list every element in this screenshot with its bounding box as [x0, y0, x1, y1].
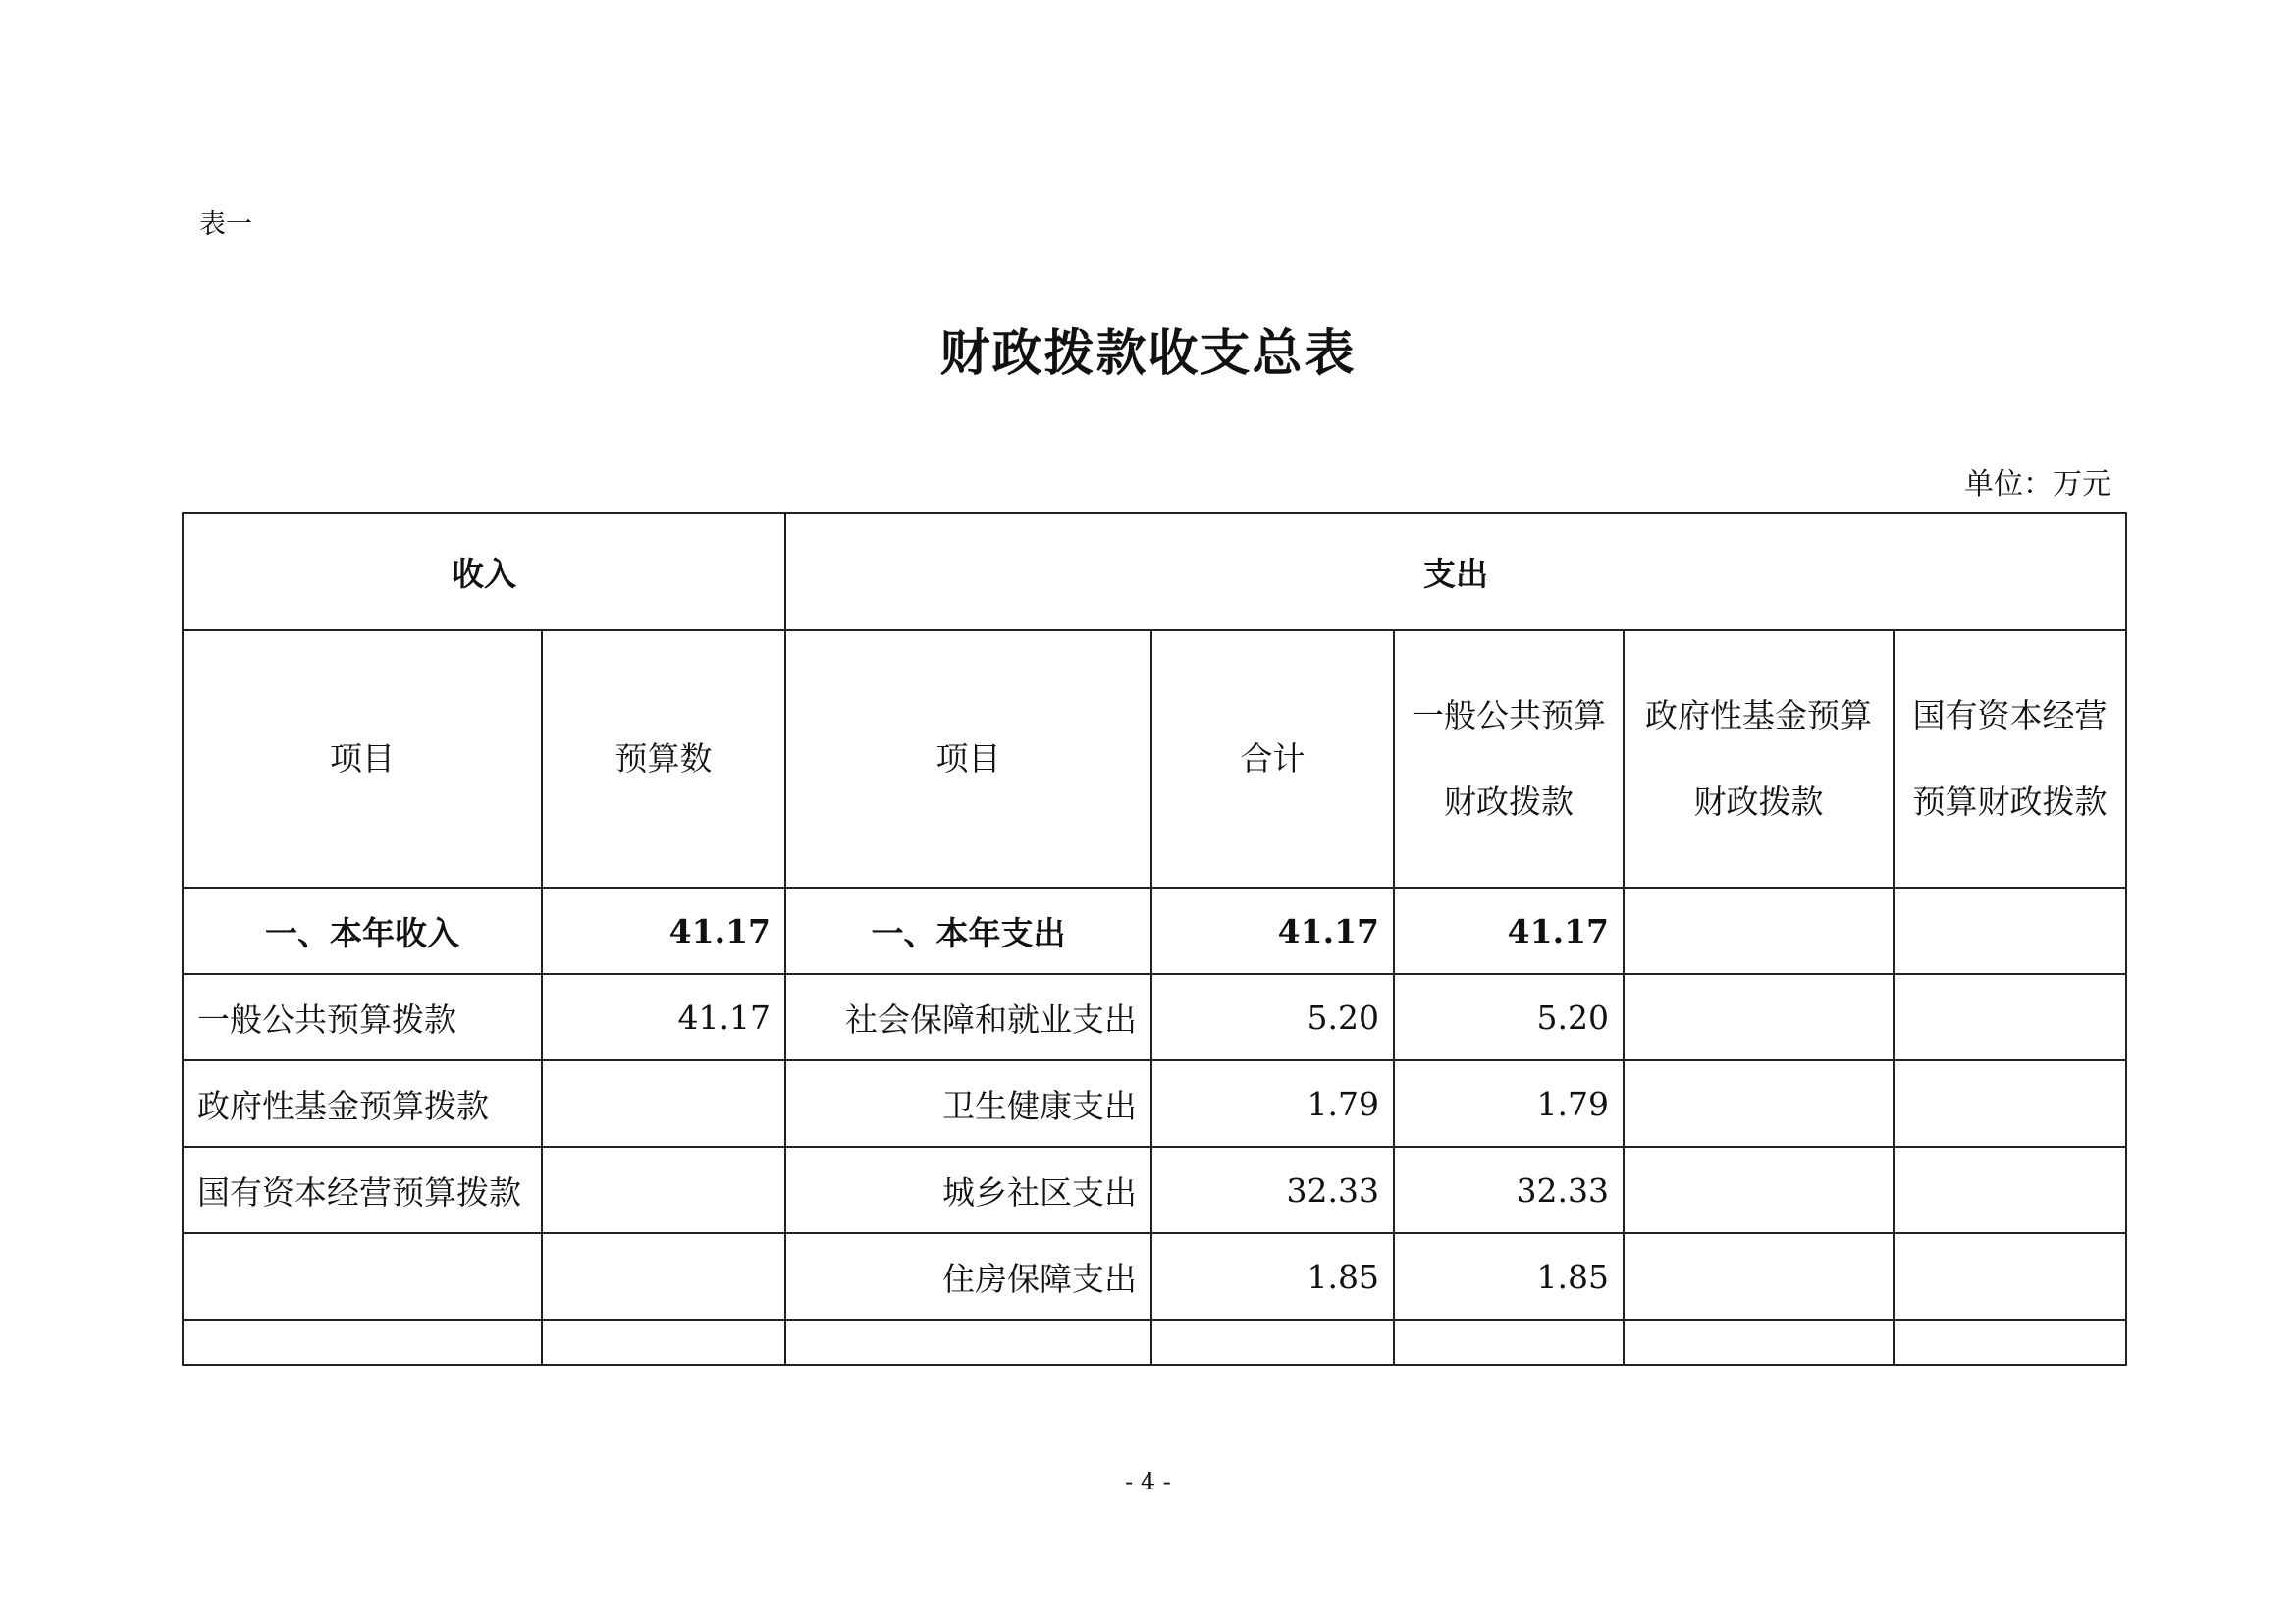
exp-item-cell: 卫生健康支出	[785, 1060, 1151, 1147]
exp-state-capital-cell	[1894, 888, 2126, 974]
fiscal-appropriation-table	[182, 512, 2127, 1366]
table-row	[183, 1147, 2126, 1233]
exp-fund-cell	[1624, 1233, 1894, 1320]
exp-general-cell: 1.85	[1394, 1233, 1624, 1320]
header-exp-fund: 政府性基金预算财政拨款	[1624, 630, 1894, 888]
header-exp-general: 一般公共预算财政拨款	[1394, 630, 1624, 888]
exp-state-capital-cell	[1894, 974, 2126, 1060]
exp-item-cell: 社会保障和就业支出	[785, 974, 1151, 1060]
income-item-cell: 政府性基金预算拨款	[183, 1060, 542, 1147]
exp-state-capital-cell	[1894, 1060, 2126, 1147]
header-exp-state-capital: 国有资本经营预算财政拨款	[1894, 630, 2126, 888]
exp-item-cell: 一、本年支出	[785, 888, 1151, 974]
exp-general-cell: 5.20	[1394, 974, 1624, 1060]
income-item-cell: 一、本年收入	[183, 888, 542, 974]
exp-total-cell: 32.33	[1151, 1147, 1394, 1233]
income-group-header: 收入	[183, 513, 785, 630]
table-row	[183, 1060, 2126, 1147]
exp-state-capital-cell	[1894, 1320, 2126, 1365]
income-budget-cell	[542, 1060, 785, 1147]
table-label: 表一	[199, 209, 252, 240]
table-row	[183, 1320, 2126, 1365]
income-budget-cell: 41.17	[542, 888, 785, 974]
income-item-cell: 国有资本经营预算拨款	[183, 1147, 542, 1233]
table-row	[183, 1233, 2126, 1320]
income-item-cell: 一般公共预算拨款	[183, 974, 542, 1060]
exp-fund-cell	[1624, 974, 1894, 1060]
exp-item-cell: 住房保障支出	[785, 1233, 1151, 1320]
header-income-item: 项目	[183, 630, 542, 888]
unit-note: 单位：万元	[1964, 467, 2111, 502]
exp-fund-cell	[1624, 888, 1894, 974]
income-item-cell	[183, 1320, 542, 1365]
expenditure-group-header: 支出	[785, 513, 2126, 630]
header-exp-item: 项目	[785, 630, 1151, 888]
header-income-budget: 预算数	[542, 630, 785, 888]
exp-item-cell	[785, 1320, 1151, 1365]
exp-total-cell: 5.20	[1151, 974, 1394, 1060]
page-title: 财政拨款收支总表	[939, 324, 1357, 383]
table-row	[183, 974, 2126, 1060]
exp-fund-cell	[1624, 1147, 1894, 1233]
income-item-cell	[183, 1233, 542, 1320]
exp-state-capital-cell	[1894, 1147, 2126, 1233]
income-budget-cell	[542, 1233, 785, 1320]
exp-general-cell: 32.33	[1394, 1147, 1624, 1233]
exp-total-cell: 1.79	[1151, 1060, 1394, 1147]
exp-fund-cell	[1624, 1060, 1894, 1147]
group-header-row	[183, 513, 2126, 630]
header-exp-total: 合计	[1151, 630, 1394, 888]
income-budget-cell	[542, 1320, 785, 1365]
column-header-row	[183, 630, 2126, 888]
table-row	[183, 888, 2126, 974]
exp-total-cell	[1151, 1320, 1394, 1365]
exp-total-cell: 1.85	[1151, 1233, 1394, 1320]
income-budget-cell	[542, 1147, 785, 1233]
exp-total-cell: 41.17	[1151, 888, 1394, 974]
exp-item-cell: 城乡社区支出	[785, 1147, 1151, 1233]
exp-state-capital-cell	[1894, 1233, 2126, 1320]
exp-fund-cell	[1624, 1320, 1894, 1365]
exp-general-cell	[1394, 1320, 1624, 1365]
exp-general-cell: 1.79	[1394, 1060, 1624, 1147]
income-budget-cell: 41.17	[542, 974, 785, 1060]
exp-general-cell: 41.17	[1394, 888, 1624, 974]
page-number: - 4 -	[1125, 1468, 1171, 1495]
